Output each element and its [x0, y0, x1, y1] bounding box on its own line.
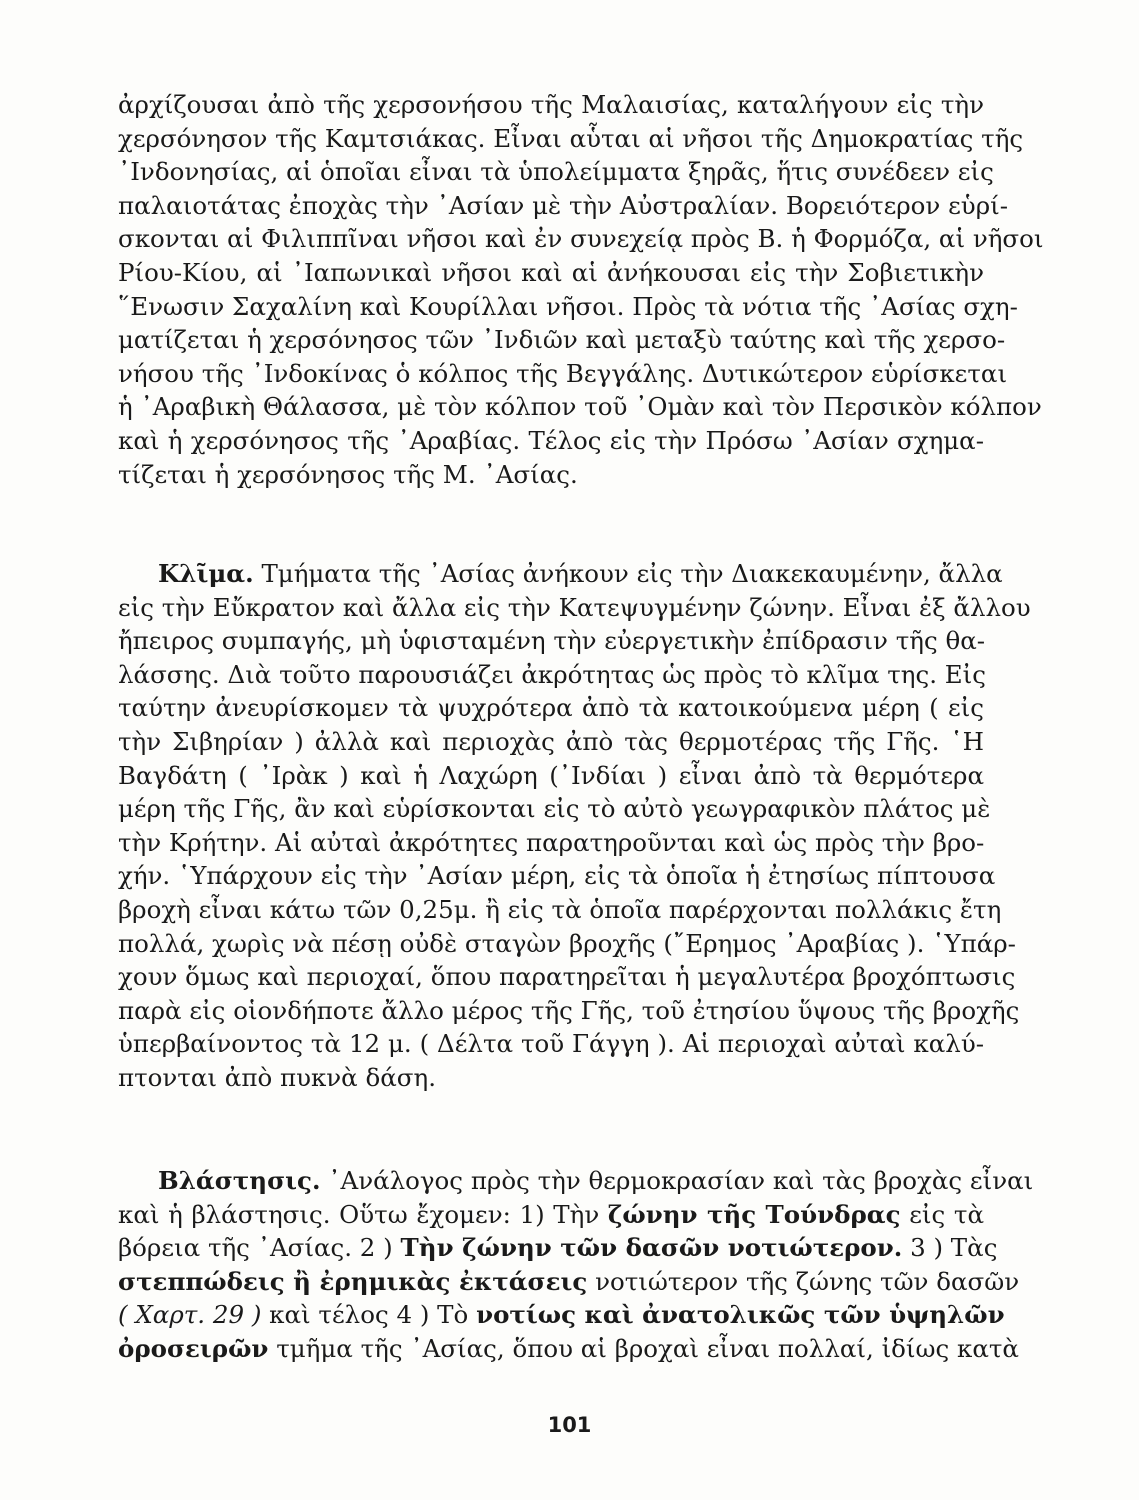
- text-fragment: νοτιώτερον τῆς ζώνης τῶν δασῶν: [587, 1266, 1020, 1296]
- text-line: [118, 1164, 1034, 1198]
- emphasis-forest-zone: Τὴν ζώνην τῶν δασῶν νοτιώτερον.: [400, 1233, 903, 1263]
- text-fragment: 3 ) Τὰς: [902, 1233, 998, 1263]
- text-line: [118, 1198, 984, 1232]
- page-number: 101: [547, 1413, 592, 1437]
- text-line: χερσόνησον τῆς Καμτσιάκας. Εἶναι αὗται αἱ νῆσοι τῆς Δημοκρατίας τῆς: [118, 123, 1024, 153]
- text-fragment: τμῆμα τῆς ᾿Ασίας, ὅπου αἱ βροχαὶ εἶναι πολλαί, ἰδίως κατὰ: [268, 1333, 1019, 1363]
- text-line: παλαιοτάτας ἐποχὰς τὴν ᾿Ασίαν μὲ τὴν Αὐστραλίαν. Βορειότερον εὑρί-: [118, 190, 1008, 220]
- paragraph-climate: [118, 557, 1031, 1095]
- text-line: ἡ ᾿Αραβικὴ Θάλασσα, μὲ τὸν κόλπον τοῦ ᾿Ομὰν καὶ τὸν Περσικὸν κόλπον: [118, 392, 1042, 422]
- text-line: τίζεται ἡ χερσόνησος τῆς Μ. ᾿Ασίας.: [118, 459, 578, 489]
- text-line: παρὰ εἰς οἱονδήποτε ἄλλο μέρος τῆς Γῆς, τοῦ ἐτησίου ὕψους τῆς βροχῆς: [118, 995, 1020, 1025]
- paragraph-vegetation: [118, 1164, 1034, 1366]
- section-heading-vegetation: Βλάστησις.: [158, 1166, 321, 1195]
- text-fragment: εἰς τὰ: [900, 1199, 984, 1229]
- text-line: καὶ ἡ χερσόνησος τῆς ᾿Αραβίας. Τέλος εἰς τὴν Πρόσω ᾿Ασίαν σχημα-: [118, 425, 984, 455]
- text-line: ᾿Ινδονησίας, αἱ ὁποῖαι εἶναι τὰ ὑπολείμματα ξηρᾶς, ἥτις συνέδεεν εἰς: [118, 157, 994, 187]
- text-line: τὴν Σιβηρίαν ) ἀλλὰ καὶ περιοχὰς ἀπὸ τὰς θερμοτέρας τῆς Γῆς. ῾Η: [118, 726, 984, 756]
- text-fragment: βόρεια τῆς ᾿Ασίας. 2 ): [118, 1233, 401, 1263]
- text-line: [118, 557, 1003, 591]
- text-fragment: ᾿Ανάλογος πρὸς τὴν θερμοκρασίαν καὶ τὰς βροχὰς εἶναι: [320, 1166, 1034, 1195]
- emphasis-mountain-ranges: ὀροσειρῶν: [118, 1333, 269, 1363]
- text-line: βροχὴ εἶναι κάτω τῶν 0,25μ. ἢ εἰς τὰ ὁποῖα παρέρχονται πολλάκις ἔτη: [118, 894, 1002, 924]
- text-line: μέρη τῆς Γῆς, ἂν καὶ εὑρίσκονται εἰς τὸ αὐτὸ γεωγραφικὸν πλάτος μὲ: [118, 794, 991, 824]
- text-line: λάσσης. Διὰ τοῦτο παρουσιάζει ἀκρότητας ὡς πρὸς τὸ κλῖμα της. Εἰς: [118, 659, 986, 689]
- text-line: πολλά, χωρὶς νὰ πέσῃ οὐδὲ σταγὼν βροχῆς (῎Ερημος ᾿Αραβίας ). ῾Υπάρ-: [118, 928, 1016, 958]
- text-line: ὑπερβαίνοντος τὰ 12 μ. ( Δέλτα τοῦ Γάγγη ). Αἱ περιοχαὶ αὐταὶ καλύ-: [118, 1029, 984, 1059]
- text-line: χουν ὅμως καὶ περιοχαί, ὅπου παρατηρεῖται ἡ μεγαλυτέρα βροχόπτωσις: [118, 962, 1016, 992]
- text-line: πτονται ἀπὸ πυκνὰ δάση.: [118, 1062, 436, 1092]
- text-line: ταύτην ἀνευρίσκομεν τὰ ψυχρότερα ἀπὸ τὰ κατοικούμενα μέρη ( εἰς: [118, 693, 984, 723]
- text-line: ἀρχίζουσαι ἀπὸ τῆς χερσονήσου τῆς Μαλαισίας, καταλήγουν εἰς τὴν: [118, 90, 984, 119]
- paragraph-geography-islands: [118, 88, 1044, 491]
- text-line: σκονται αἱ Φιλιππῖναι νῆσοι καὶ ἐν συνεχείᾳ πρὸς Β. ἡ Φορμόζα, αἱ νῆσοι: [118, 224, 1044, 254]
- emphasis-tundra-zone: ζώνην τῆς Τούνδρας: [607, 1199, 901, 1229]
- text-fragment: καὶ ἡ βλάστησις. Οὕτω ἔχομεν: 1) Τὴν: [118, 1199, 608, 1229]
- text-line: ματίζεται ἡ χερσόνησος τῶν ᾿Ινδιῶν καὶ μεταξὺ ταύτης καὶ τῆς χερσο-: [118, 325, 1006, 355]
- text-line: ῞Ενωσιν Σαχαλίνη καὶ Κουρίλλαι νῆσοι. Πρὸς τὰ νότια τῆς ᾿Ασίας σχη-: [118, 291, 1018, 321]
- text-line: Βαγδάτη ( ᾿Ιρὰκ ) καὶ ἡ Λαχώρη (᾿Ινδίαι ) εἶναι ἀπὸ τὰ θερμότερα: [118, 760, 984, 790]
- map-reference: ( Χαρτ. 29 ): [118, 1300, 262, 1330]
- section-heading-climate: Κλῖμα.: [158, 559, 254, 588]
- text-fragment: καὶ τέλος 4 ) Τὸ: [261, 1300, 477, 1330]
- emphasis-steppe-desert: στεππώδεις ἢ ἐρημικὰς ἐκτάσεις: [118, 1266, 588, 1296]
- text-line: [118, 1265, 1020, 1299]
- text-fragment: Τμήματα τῆς ᾿Ασίας ἀνήκουν εἰς τὴν Διακεκαυμένην, ἄλλα: [253, 559, 1003, 588]
- emphasis-south-east-highlands: νοτίως καὶ ἀνατολικῶς τῶν ὑψηλῶν: [476, 1300, 1005, 1330]
- text-line: ἤπειρος συμπαγής, μὴ ὑφισταμένη τὴν εὐεργετικὴν ἐπίδρασιν τῆς θα-: [118, 626, 986, 656]
- text-line: Ρίου-Κίου, αἱ ᾿Ιαπωνικαὶ νῆσοι καὶ αἱ ἀνήκουσαι εἰς τὴν Σοβιετικὴν: [118, 257, 984, 287]
- text-line: [118, 1332, 1019, 1366]
- text-line: τὴν Κρήτην. Αἱ αὐταὶ ἀκρότητες παρατηροῦνται καὶ ὡς πρὸς τὴν βρο-: [118, 827, 985, 857]
- text-line: [118, 1231, 998, 1265]
- text-line: νήσου τῆς ᾿Ινδοκίνας ὁ κόλπος τῆς Βεγγάλης. Δυτικώτερον εὑρίσκεται: [118, 358, 1008, 388]
- text-line: χήν. ῾Υπάρχουν εἰς τὴν ᾿Ασίαν μέρη, εἰς τὰ ὁποῖα ἡ ἐτησίως πίπτουσα: [118, 861, 996, 891]
- text-line: εἰς τὴν Εὔκρατον καὶ ἄλλα εἰς τὴν Κατεψυγμένην ζώνην. Εἶναι ἐξ ἄλλου: [118, 592, 1031, 622]
- text-line: [118, 1298, 1005, 1332]
